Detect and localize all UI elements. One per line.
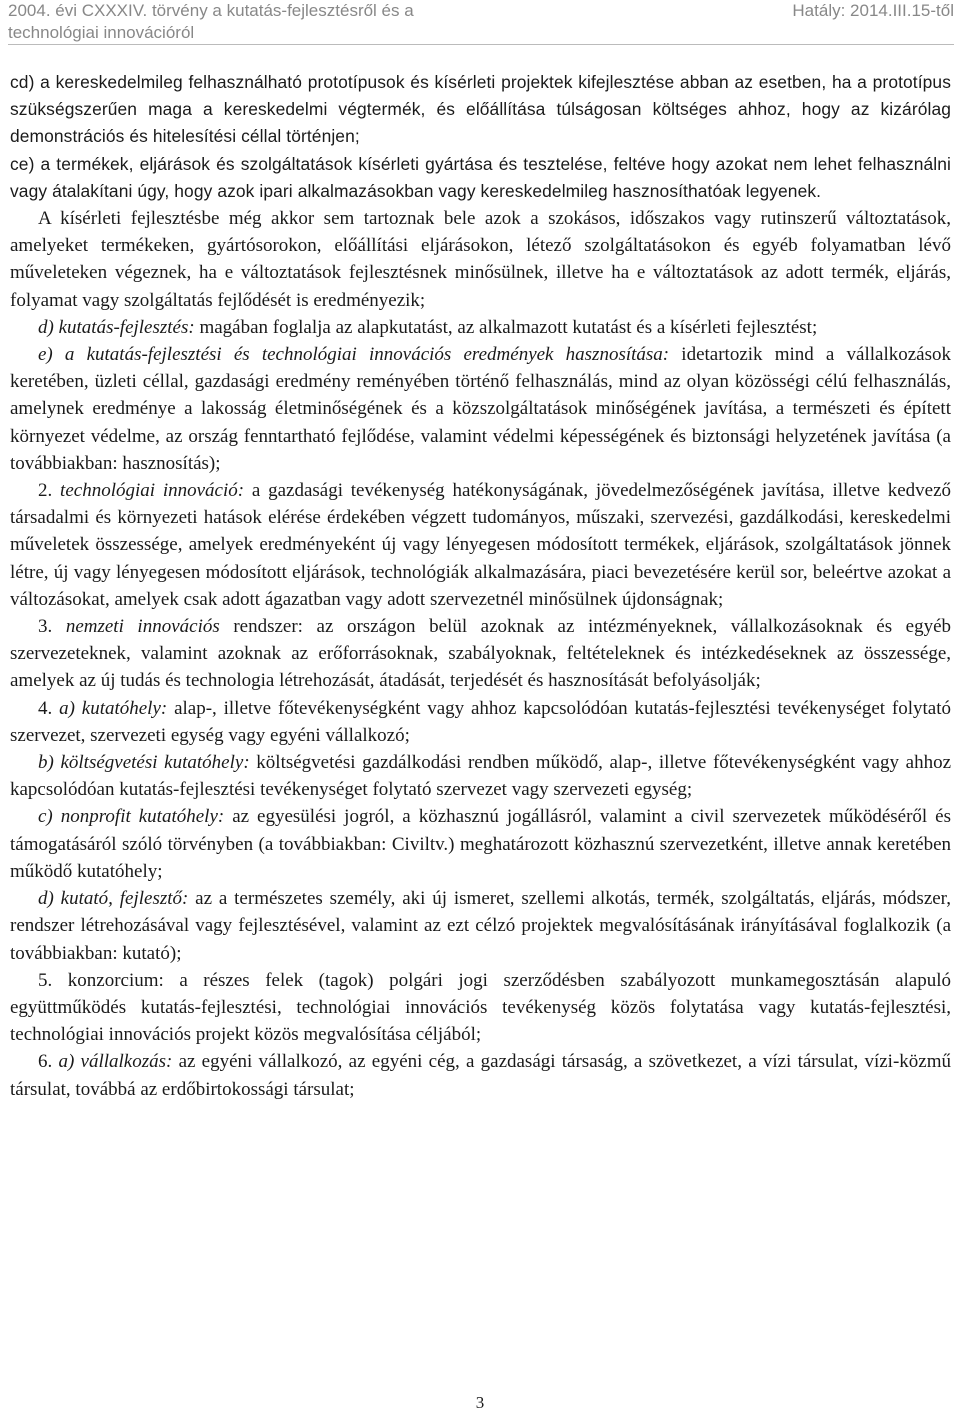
definition-4b (10, 749, 951, 803)
number-3: 3. (38, 616, 66, 638)
text-2: a gazdasági tevékenység hatékonyságának, jövedelmezőségének javítása, illetve kedvező társadalmi és környezeti hatások elérése érdekében végzett tudományos, műszaki, szervezési, gazdálkodási, kereskedelmi műveletek összessége, amelyek eredményeként új vagy lényegesen módosított termékek, eljárások, szolgáltatások jönnek létre, új vagy lényegesen módosított eljárások, technológiák alkalmazására, piaci bevezetésére kerül sor, beleértve azokat a változásokat, amelyek csak adott ágazatban vagy adott szervezetnél minősülnek újdonságnak; (10, 480, 952, 610)
definition-6 (10, 1048, 951, 1102)
text-4b: költségvetési gazdálkodási rendben működő, alap-, illetve főtevékenységként vagy ahhoz kapcsolódóan kutatás-fejlesztési tevékenységet folytató szervezet vagy szervezeti egység; (10, 752, 952, 801)
text-3: rendszer: az országon belül azoknak az intézményeknek, vállalkozásoknak és egyéb szervezeteknek, valamint azoknak az erőforrásoknak, szabályoknak, feltételeknek és intézkedéseknek az összessége, amelyek az új tudás és technologia létrehozását, átadását, terjedését és hasznosítását befolyásolják; (10, 616, 952, 692)
paragraph-exclusion: A kísérleti fejlesztésbe még akkor sem tartoznak bele azok a szokásos, időszakos vagy rutinszerű változtatások, amelyeket termékeken, gyártósorokon, előállítási eljárásokon, létező szolgáltatásokon és egyéb folyamatban lévő műveleteken végeznek, ha e változtatások fejlesztésnek minősülnek, illetve ha e változtatások az adott termék, eljárás, folyamat vagy szolgáltatás fejlődését is eredményezik; (10, 208, 951, 311)
text-4d: az a természetes személy, aki új ismeret, szellemi alkotás, termék, szolgáltatás, eljárás, módszer, rendszer létrehozásával vagy fejlesztésével, valamint az ezt célzó projektek megvalósításának irányításával foglalkozik (a továbbiakban: kutató); (10, 888, 951, 964)
document-body (10, 69, 951, 1103)
header-law-title-cont: technológiai innovációról (8, 23, 195, 42)
paragraph-ce: ce) a termékek, eljárások és szolgáltatások kísérleti gyártása és tesztelése, feltéve hogy azokat nem lehet felhasználni vagy átalakítani úgy, hogy azok ipari alkalmazásokban vagy kereskedelmileg hasznosíthatóak legyenek. (10, 153, 951, 201)
number-2: 2. (38, 480, 61, 502)
text-d: magában foglalja az alapkutatást, az alkalmazott kutatást és a kísérleti fejlesztést; (194, 316, 818, 338)
header-rule (8, 44, 954, 45)
number-6: 6. (38, 1051, 59, 1073)
text-4c: az egyesülési jogról, a közhasznú jogállásról, valamint a civil szervezetek működéséről és támogatásáról szóló törvényben (a továbbiakban: Civiltv.) meghatározott közhasznú szervezetként, illetve annak keretében működő kutatóhely; (10, 806, 951, 882)
term-6a: a) vállalkozás: (58, 1051, 173, 1073)
term-4a: a) kutatóhely: (59, 697, 168, 719)
term-2: technológiai innováció: (60, 480, 245, 502)
definition-3 (10, 613, 951, 695)
term-e: e) a kutatás-fejlesztési és technológiai innovációs eredmények hasznosítása: (38, 344, 670, 366)
paragraph-cd: cd) a kereskedelmileg felhasználható prototípusok és kísérleti projektek kifejlesztése abban az esetben, ha a prototípus szükségszerűen maga a kereskedelmi végtermék, és előállítása túlságosan költséges ahhoz, hogy az kizárólag demonstrációs és hitelesítési céllal történjen; (10, 72, 951, 147)
page-number: 3 (475, 1393, 485, 1412)
definition-4c (10, 803, 951, 885)
term-3: nemzeti innovációs (65, 616, 220, 638)
term-4b: b) költségvetési kutatóhely: (38, 752, 250, 774)
header-law-title: 2004. évi CXXXIV. törvény a kutatás-fejlesztésről és a (8, 1, 414, 20)
definition-4a (10, 695, 951, 749)
term-4d: d) kutató, fejlesztő: (38, 888, 189, 910)
definition-e (10, 341, 951, 477)
definition-4d (10, 885, 951, 967)
term-4c: c) nonprofit kutatóhely: (38, 806, 225, 828)
text-e: idetartozik mind a vállalkozások keretében, üzleti céllal, gazdasági eredmény reményében történő felhasználás, mind az olyan közösségi célú felhasználás, amelynek eredménye a lakosság életminőségének és a közszolgáltatások minőségének javítása, a természeti és épített környezet védelme, az ország fenntartható fejlődése, valamint védelmi képességének és biztonsági helyzetének javítása (a továbbiakban: hasznosítás); (10, 344, 951, 474)
definition-d (10, 314, 951, 341)
term-d: d) kutatás-fejlesztés: (38, 316, 195, 338)
number-4: 4. (38, 697, 60, 719)
page-header (0, 0, 960, 44)
definition-2 (10, 477, 951, 613)
definition-5: 5. konzorcium: a részes felek (tagok) polgári jogi szerződésben szabályozott munkamegosztásán alapuló együttműködés kutatás-fejlesztési, technológiai innovációs tevékenység közös folytatása vagy kutatás-fejlesztési, technológiai innovációs projekt közös megvalósítása céljából; (10, 969, 951, 1046)
header-effective-date: Hatály: 2014.III.15-től (792, 1, 954, 20)
text-4a: alap-, illetve főtevékenységként vagy ahhoz kapcsolódóan kutatás-fejlesztési tevékenységet folytató szervezet, szervezeti egység vagy egyéni vállalkozó; (10, 697, 952, 746)
text-6a: az egyéni vállalkozó, az egyéni cég, a gazdasági társaság, a szövetkezet, a vízi társulat, vízi-közmű társulat, továbbá az erdőbirtokossági társulat; (10, 1051, 951, 1100)
